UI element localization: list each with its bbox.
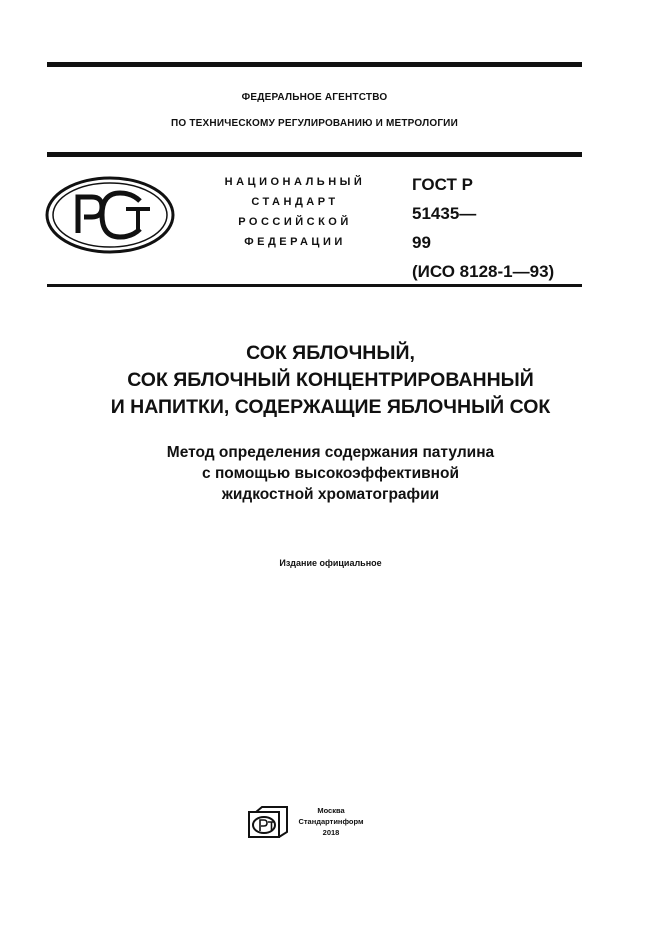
document-title — [47, 340, 614, 421]
standartinform-logo-icon — [248, 806, 288, 838]
national-line: ФЕДЕРАЦИИ — [244, 236, 346, 248]
publisher-info — [292, 805, 370, 838]
national-standard-label — [205, 172, 385, 252]
bottom-rule — [47, 284, 582, 287]
publisher-city: Москва — [317, 806, 345, 815]
national-line: НАЦИОНАЛЬНЫЙ — [224, 176, 366, 188]
edition-label: Издание официальное — [279, 558, 382, 568]
gost-designation — [412, 170, 554, 286]
rst-certification-logo-icon — [44, 175, 176, 255]
subtitle-line: жидкостной хроматографии — [221, 486, 440, 503]
gost-line: 51435— — [412, 204, 477, 223]
document-subtitle — [47, 442, 614, 505]
national-line: СТАНДАРТ — [251, 196, 339, 208]
middle-rule — [47, 152, 582, 157]
publisher-year: 2018 — [322, 828, 340, 837]
gost-line: 99 — [412, 233, 431, 252]
agency-name-line2: ПО ТЕХНИЧЕСКОМУ РЕГУЛИРОВАНИЮ И МЕТРОЛОГИИ — [171, 118, 458, 129]
gost-line: ГОСТ Р — [412, 175, 473, 194]
title-line: СОК ЯБЛОЧНЫЙ КОНЦЕНТРИРОВАННЫЙ — [127, 369, 534, 391]
title-line: И НАПИТКИ, СОДЕРЖАЩИЕ ЯБЛОЧНЫЙ СОК — [110, 396, 551, 418]
subtitle-line: Метод определения содержания патулина — [166, 444, 495, 461]
top-rule — [47, 62, 582, 67]
title-line: СОК ЯБЛОЧНЫЙ, — [246, 342, 415, 364]
subtitle-line: с помощью высокоэффективной — [202, 465, 459, 482]
gost-line: (ИСО 8128-1—93) — [412, 262, 555, 281]
agency-name-line1: ФЕДЕРАЛЬНОЕ АГЕНТСТВО — [241, 92, 388, 103]
national-line: РОССИЙСКОЙ — [238, 216, 352, 228]
publisher-name: Стандартинформ — [298, 817, 364, 826]
